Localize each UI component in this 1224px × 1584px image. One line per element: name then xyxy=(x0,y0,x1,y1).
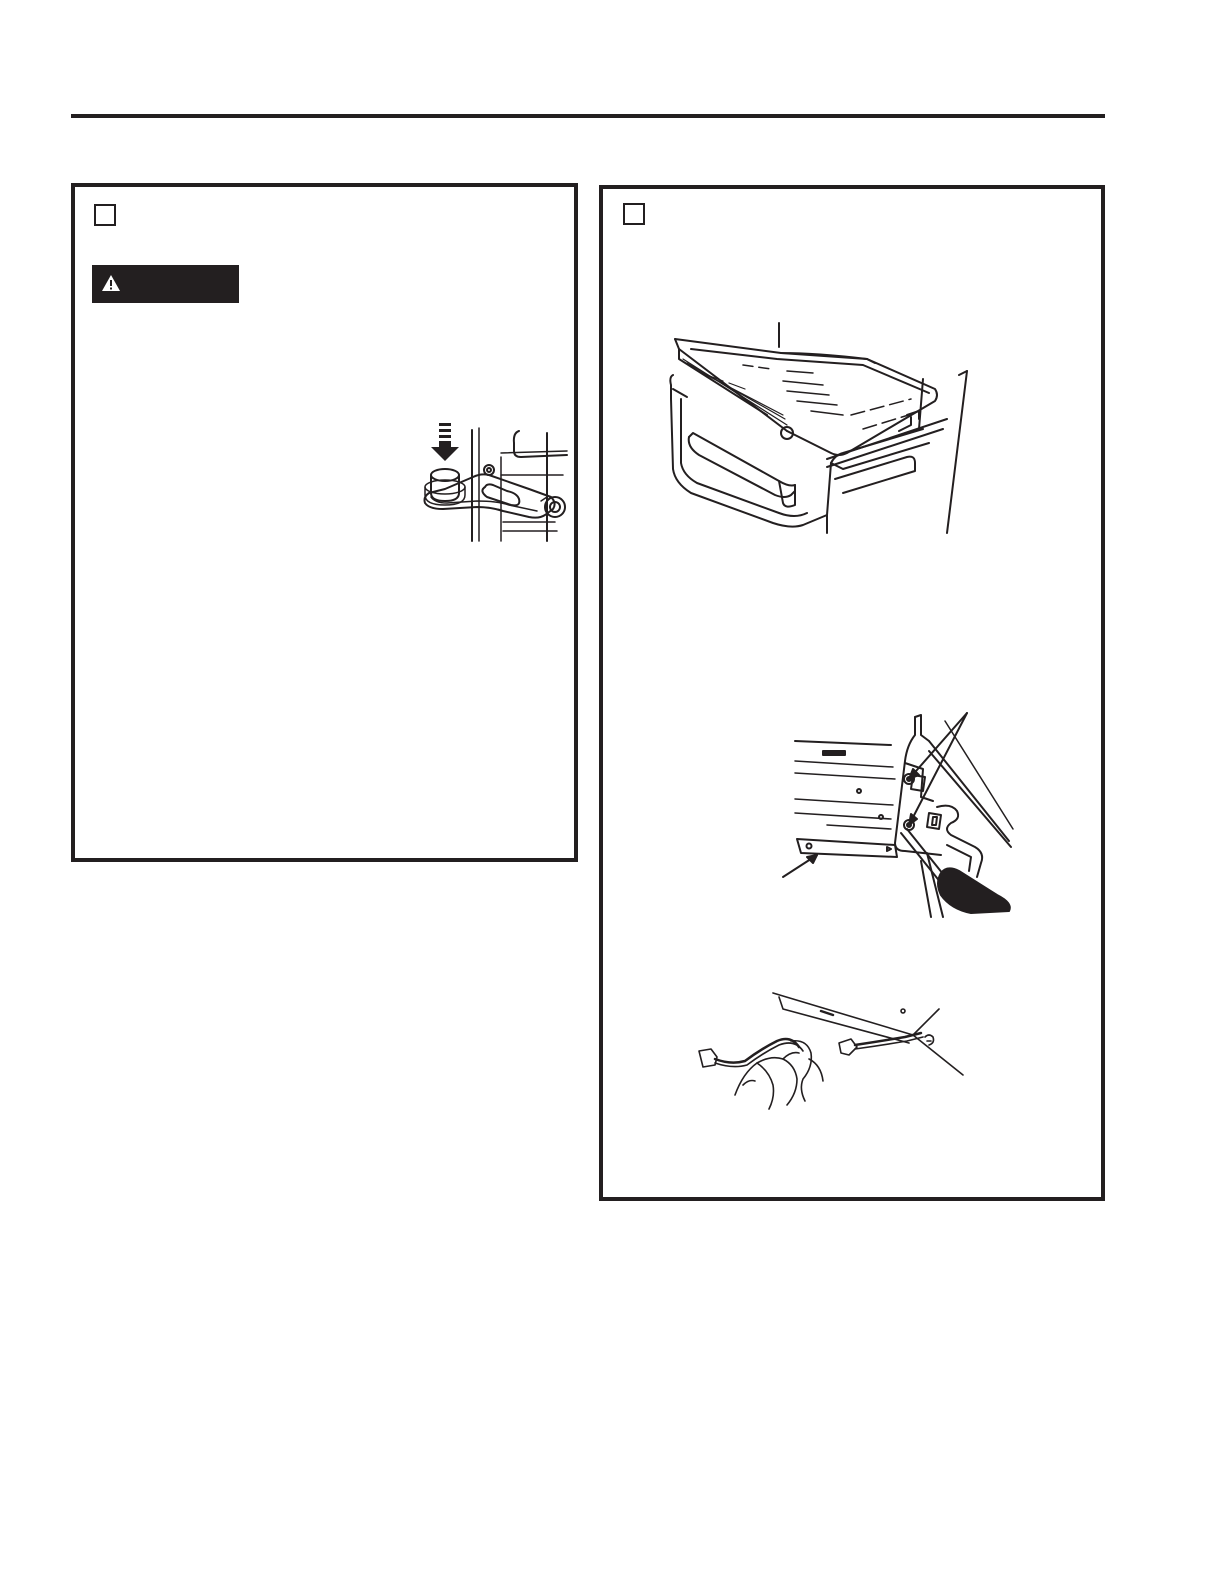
header-rule xyxy=(71,114,1105,118)
step-number-box xyxy=(94,204,116,226)
step-number-box xyxy=(623,203,645,225)
down-arrow-icon xyxy=(430,423,460,463)
wire-harness-illustration xyxy=(691,989,975,1111)
step-panel-left xyxy=(71,183,578,862)
rail-screws-illustration xyxy=(781,711,1017,917)
warning-label-bar xyxy=(92,265,239,303)
warning-triangle-icon xyxy=(101,274,121,297)
freezer-basket-illustration xyxy=(667,319,979,533)
step-panel-right xyxy=(599,185,1105,1201)
